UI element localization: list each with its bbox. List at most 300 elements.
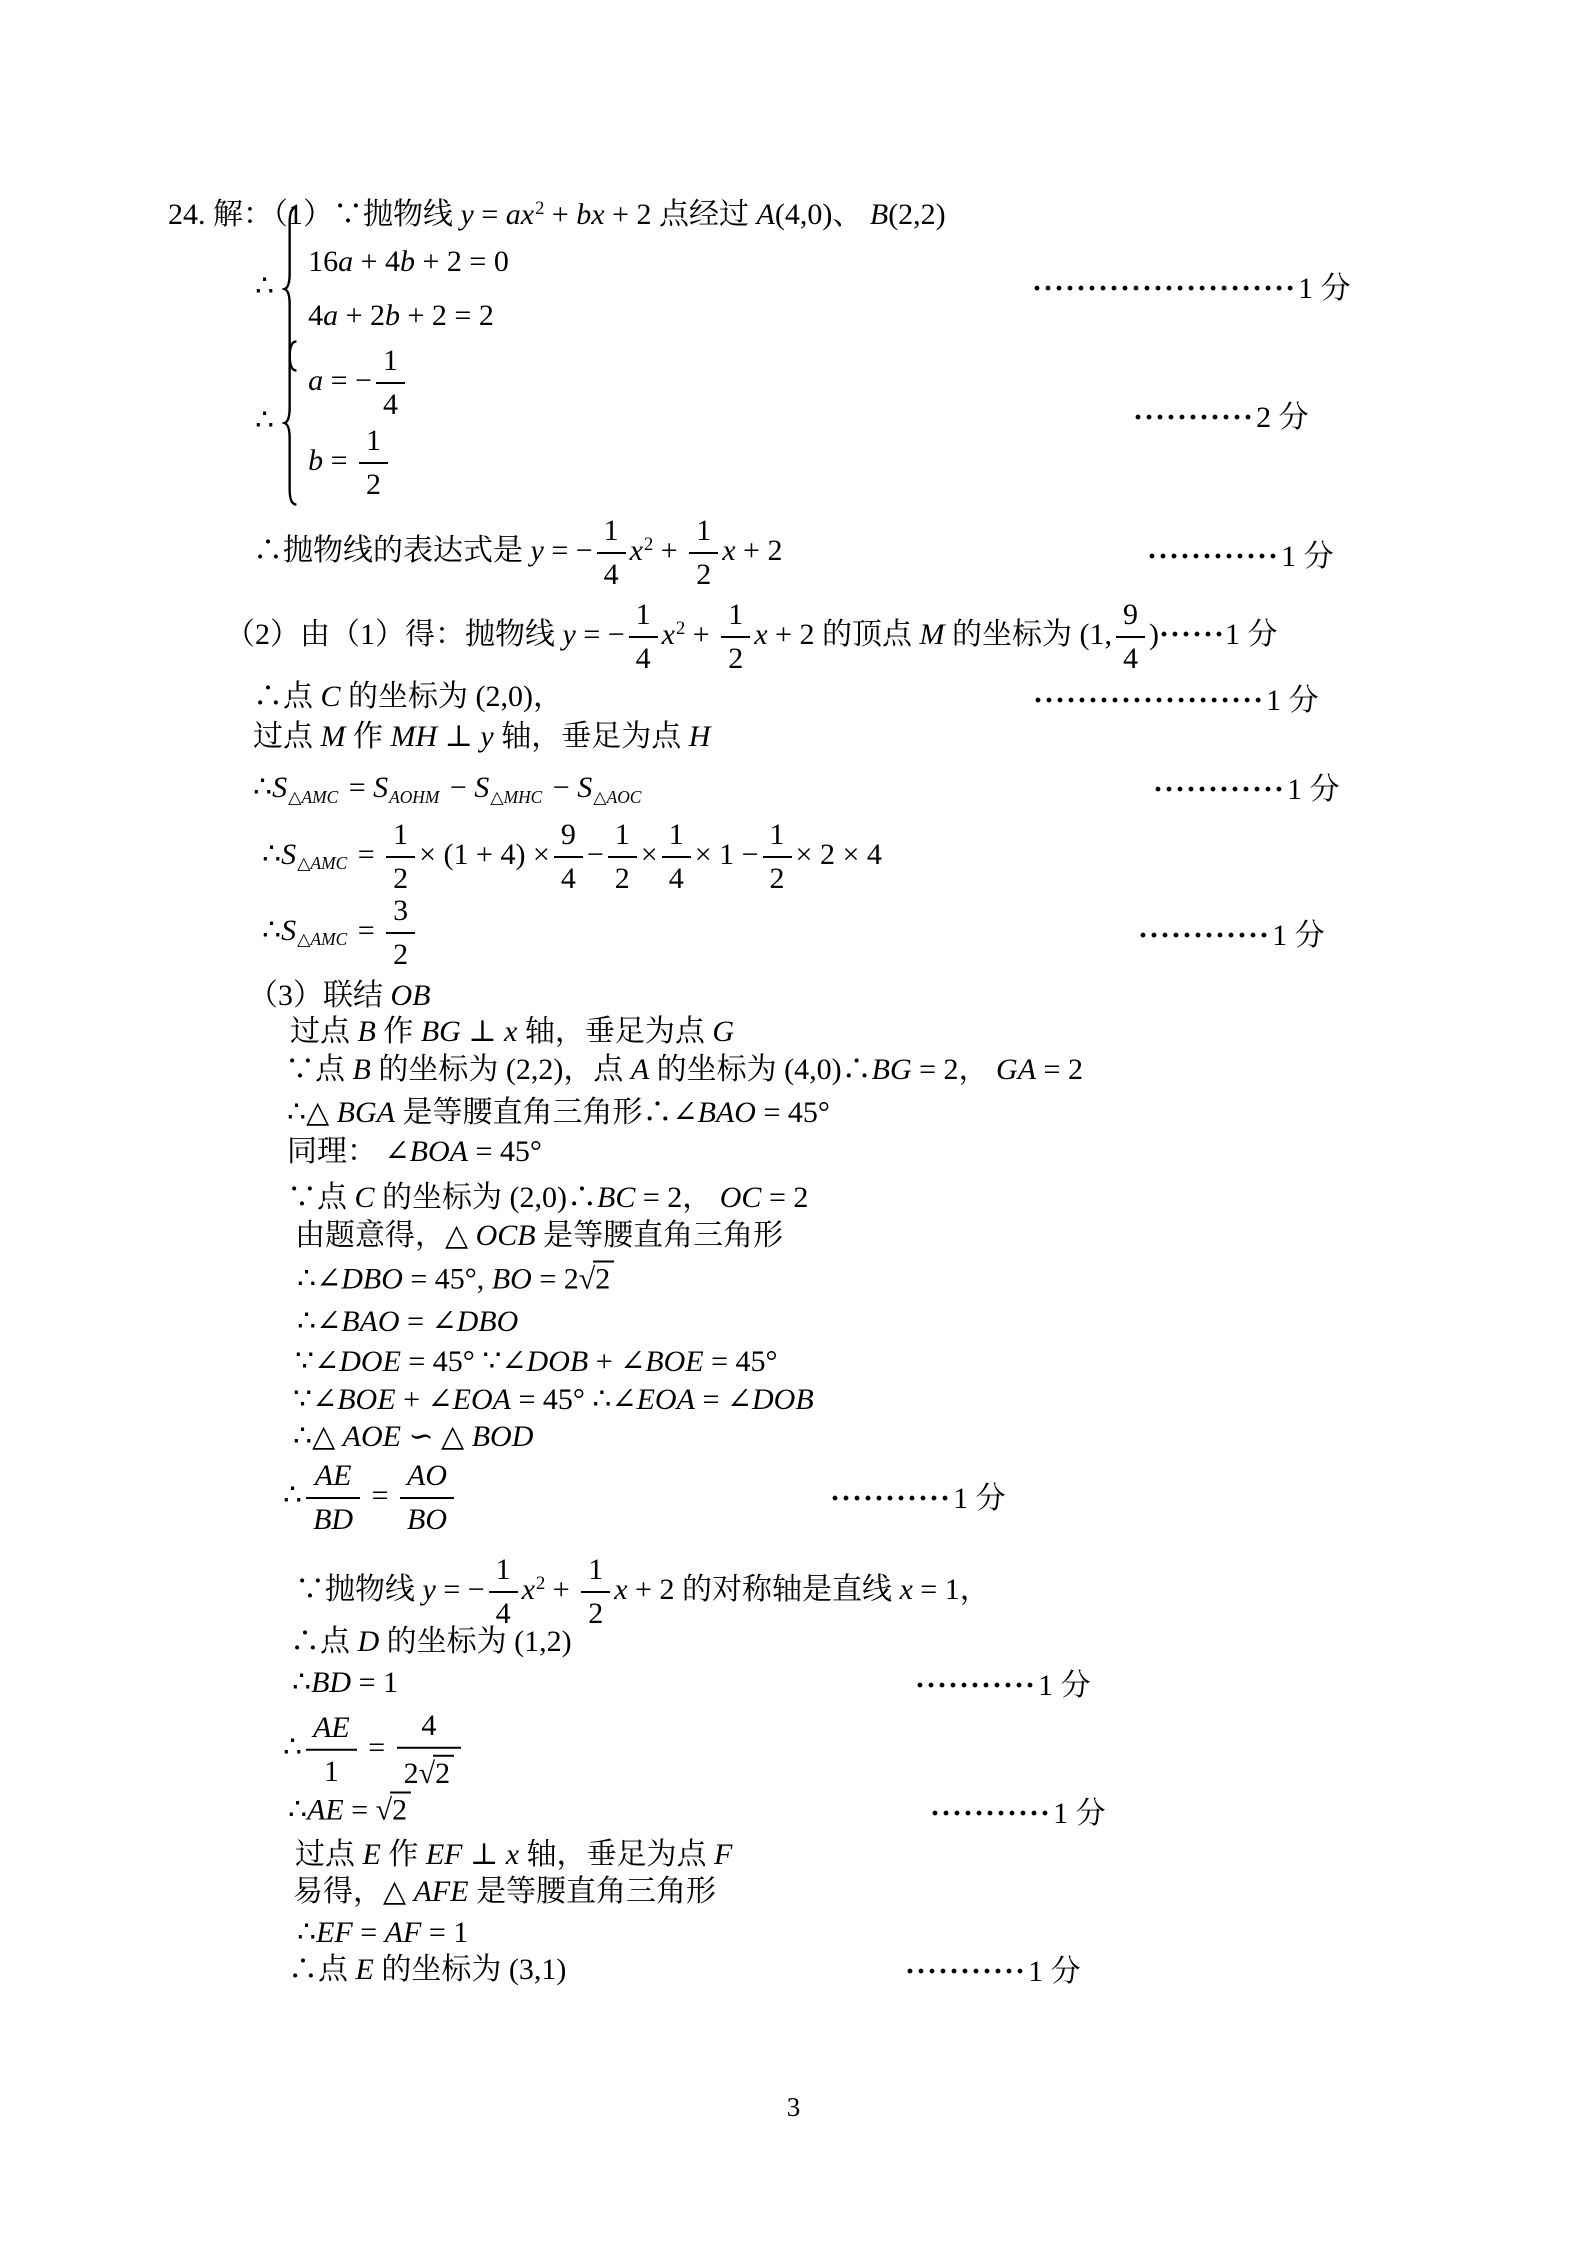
math-run: A(4,0) — [756, 198, 833, 231]
dot-leader: ············ — [1147, 540, 1280, 573]
math-run: OC = 2 — [719, 1181, 809, 1214]
numerator: AE — [314, 1459, 352, 1492]
math-run: BOE — [337, 1383, 396, 1416]
solution-line — [225, 598, 1278, 676]
radical-sign: √ — [418, 1756, 436, 1790]
fraction — [386, 818, 415, 896]
math-run: − S — [545, 771, 593, 804]
math-run: B — [352, 1053, 371, 1086]
score-label: 1 分 — [1028, 1955, 1081, 1988]
score-mark — [1147, 531, 1334, 575]
numerator: 1 — [588, 1553, 604, 1586]
text-run: ∴∠ — [584, 1383, 637, 1416]
square-root — [419, 1757, 454, 1790]
score-mark — [830, 1473, 1006, 1517]
dot-leader: ············ — [1138, 919, 1271, 952]
solution-line — [285, 1052, 1083, 1088]
math-run: x = 1 — [899, 1572, 960, 1606]
fraction — [689, 514, 718, 592]
math-run: DBO — [456, 1305, 519, 1338]
math-run: C — [320, 680, 341, 713]
text-run: ∴∠ — [297, 1262, 342, 1296]
text-run: 的对称轴是直线 — [674, 1572, 900, 1606]
solution-line — [287, 1134, 542, 1170]
numerator: AE — [313, 1711, 350, 1744]
math-run: MH — [390, 720, 438, 753]
text-run: ∴ — [288, 1793, 308, 1827]
math-run: EOA = 45° — [452, 1383, 585, 1416]
fraction — [662, 818, 691, 896]
math-run: A — [630, 1053, 650, 1086]
denominator: 2 — [386, 856, 415, 896]
text-run: ∴ — [253, 771, 273, 804]
solution-line — [297, 1261, 614, 1298]
numerator: 1 — [635, 598, 651, 631]
numerator: 3 — [393, 894, 409, 927]
text-run: （2）由（1）得：抛物线 — [225, 617, 563, 651]
denominator: 2 — [763, 856, 792, 896]
solution-line — [287, 1180, 808, 1216]
math-run: 16a + 4b + 2 = 0 — [308, 245, 509, 278]
left-brace — [282, 338, 299, 508]
math-run: × 2 × 4 — [795, 837, 882, 871]
math-run: AE = — [307, 1793, 376, 1827]
math-run: B(2,2) — [869, 198, 946, 231]
radicand: 2 — [390, 1792, 411, 1827]
score-label: 1 分 — [1272, 919, 1325, 952]
math-run: × — [640, 837, 658, 871]
text-run: ∵抛物线 — [295, 1572, 423, 1606]
math-run: S — [281, 913, 297, 947]
text-run: ⊥ — [460, 1015, 505, 1048]
text-run: ， — [682, 1181, 720, 1214]
math-run: y = − — [530, 533, 593, 567]
solution-line — [253, 770, 644, 806]
text-run: 的坐标为 — [379, 1625, 515, 1658]
numerator: 1 — [668, 818, 684, 851]
fraction — [306, 1711, 357, 1789]
denominator: BD — [306, 1497, 360, 1537]
solution-line — [255, 338, 409, 508]
fraction — [629, 598, 658, 676]
denominator: 4 — [1116, 636, 1145, 676]
text-run: ∴ — [292, 1666, 312, 1699]
denominator: 4 — [629, 636, 658, 676]
text-run: ， — [958, 1053, 997, 1086]
math-run: x + 2 — [722, 533, 783, 567]
numerator: 9 — [560, 818, 576, 851]
text-run: 作 — [345, 720, 391, 753]
numerator: 1 — [614, 818, 630, 851]
text-run: 作 — [375, 1015, 421, 1048]
solution-line — [283, 1709, 465, 1792]
score-mark — [905, 1946, 1081, 1990]
text-run: ∴点 — [290, 1625, 358, 1658]
numerator: 1 — [603, 514, 619, 547]
score-label: 1 分 — [1266, 684, 1319, 717]
denominator: 4 — [376, 382, 405, 422]
math-run: y = − — [562, 617, 625, 651]
text-run: ∴∠ — [297, 1305, 342, 1338]
math-run: − S — [442, 771, 490, 804]
text-run: ∴点 — [253, 680, 321, 713]
fraction — [400, 1459, 454, 1537]
denominator: 1 — [306, 1749, 357, 1789]
system-row — [308, 244, 509, 280]
solution-line — [262, 894, 419, 972]
text-run: 同理： ∠ — [287, 1135, 410, 1168]
score-mark — [915, 1660, 1091, 1704]
text-run: ∴ — [283, 1730, 303, 1764]
math-run: x + 2 — [754, 617, 815, 651]
denominator: 2 — [689, 552, 718, 592]
math-run: E — [362, 1838, 381, 1871]
text-run: 过点 — [295, 1838, 363, 1871]
square-root — [376, 1794, 411, 1827]
text-run: ∠ — [431, 1305, 457, 1338]
math-run: BOA = 45° — [409, 1135, 542, 1168]
fraction — [597, 514, 626, 592]
score-mark — [1133, 392, 1309, 436]
math-run: (3,1) — [508, 1953, 567, 1986]
fraction — [763, 818, 792, 896]
text-run: 是等腰直角三角形 — [535, 1219, 784, 1252]
text-run: ∠ — [726, 1383, 752, 1416]
math-run: = — [350, 837, 383, 871]
math-run: x — [504, 1015, 518, 1048]
denominator: 4 — [489, 1591, 518, 1631]
fraction — [1116, 598, 1145, 676]
numerator: 1 — [382, 344, 398, 377]
math-run: y = − — [422, 1572, 485, 1606]
math-run: M — [919, 617, 945, 651]
text-run: ∴ — [255, 269, 275, 303]
denominator — [397, 1747, 461, 1792]
math-run: (4,0) — [784, 1053, 842, 1086]
solution-line — [295, 1837, 732, 1873]
score-label: 1 分 — [1298, 272, 1351, 305]
text-run: ，点 — [563, 1053, 631, 1086]
solution-line — [290, 1014, 734, 1050]
text-run: 的坐标为 — [649, 1053, 785, 1086]
math-run: + — [588, 1345, 621, 1378]
text-run: ⊥ — [437, 720, 481, 753]
math-run: x — [629, 533, 643, 567]
dot-leader: ······ — [1158, 617, 1225, 651]
math-run: + — [653, 533, 686, 567]
fraction — [397, 1709, 461, 1792]
numerator: 1 — [769, 818, 785, 851]
score-label: 1 分 — [953, 1482, 1006, 1515]
solution-line — [295, 1553, 990, 1631]
system-row — [308, 344, 409, 422]
radicand: 2 — [433, 1755, 454, 1790]
subscript: AOHM — [389, 786, 440, 807]
math-run: DOB — [752, 1383, 814, 1416]
math-run: EF = AF = 1 — [316, 1916, 469, 1949]
radical-sign: √ — [375, 1793, 393, 1827]
math-run: EF — [425, 1838, 463, 1871]
solution-line — [295, 1344, 778, 1380]
solution-line — [248, 978, 431, 1014]
fraction — [721, 598, 750, 676]
score-label: 1 分 — [1038, 1669, 1091, 1702]
math-run: (2,2) — [505, 1053, 564, 1086]
text-run: 、 — [832, 198, 870, 231]
subscript: △MHC — [490, 786, 543, 807]
page-number: 3 — [786, 2092, 801, 2122]
text-run: 轴，垂足为点 — [519, 1838, 715, 1871]
denominator: 2 — [608, 856, 637, 896]
solution-line — [288, 1952, 566, 1988]
math-run: D — [357, 1625, 380, 1658]
square-root — [579, 1263, 614, 1296]
math-run: x + 2 — [614, 1572, 675, 1606]
solution-line — [253, 514, 782, 592]
text-run: ∵∠ — [295, 1345, 340, 1378]
denominator: 2 — [359, 462, 388, 502]
math-run: = S — [341, 771, 389, 804]
text-run: ∴ — [255, 403, 275, 437]
dot-leader: ··········· — [1133, 401, 1255, 434]
math-run: y — [480, 720, 494, 753]
math-run: DBO = 45°, BO = 2 — [341, 1262, 579, 1296]
text-run: 的坐标为 — [944, 617, 1080, 651]
math-run: H — [688, 720, 711, 753]
math-run: + bx + 2 — [544, 198, 652, 231]
math-run: G — [712, 1015, 735, 1048]
text-run: 的坐标为 — [340, 680, 476, 713]
subscript: △AMC — [297, 929, 348, 950]
superscript: 2 — [644, 533, 654, 555]
text-run: ∴ — [841, 1053, 872, 1086]
text-run: ∽ △ — [401, 1420, 472, 1453]
dot-leader: ··········· — [830, 1482, 952, 1515]
math-run: EOA = — [636, 1383, 727, 1416]
math-run: 2 — [403, 1756, 419, 1790]
text-run: ∵∠ — [474, 1345, 527, 1378]
score-mark — [1032, 263, 1351, 307]
dot-leader: ··········· — [930, 1797, 1052, 1830]
math-run: 4a + 2b + 2 = 2 — [308, 299, 494, 332]
math-run: × 1 − — [694, 837, 759, 871]
math-run: AFE — [413, 1875, 469, 1908]
numerator: 9 — [1122, 598, 1138, 631]
math-run: a = − — [308, 363, 372, 397]
text-run: ∴△ — [293, 1420, 343, 1453]
text-run: ∠ — [620, 1345, 646, 1378]
denominator: 4 — [597, 552, 626, 592]
math-run: BG = 2 — [871, 1053, 959, 1086]
math-run: = — [350, 913, 383, 947]
math-run: BC = 2 — [597, 1181, 683, 1214]
fraction — [376, 344, 405, 422]
text-run: ∴ — [262, 837, 282, 871]
numerator: 4 — [421, 1708, 437, 1742]
superscript: 2 — [536, 1572, 546, 1594]
system-rows — [299, 244, 509, 334]
solution-line — [292, 1665, 398, 1701]
dot-leader: ············ — [1153, 773, 1286, 806]
math-run: M — [320, 720, 346, 753]
text-run: ∴ — [297, 1916, 317, 1949]
math-run: + — [395, 1383, 428, 1416]
solution-line — [297, 1304, 518, 1340]
radical-sign: √ — [578, 1262, 596, 1296]
math-run: AOE — [342, 1420, 401, 1453]
dot-leader: ····················· — [1033, 684, 1265, 717]
math-run: BD = 1 — [311, 1666, 399, 1699]
text-run: 过点 — [253, 720, 321, 753]
math-run: F — [714, 1838, 733, 1871]
numerator: AO — [407, 1459, 448, 1492]
text-run: ∵点 — [287, 1181, 355, 1214]
text-run: ∠ — [427, 1383, 453, 1416]
text-run: 的坐标为 — [373, 1953, 509, 1986]
superscript: 2 — [535, 197, 545, 219]
solution-line — [293, 1419, 533, 1455]
subscript: △AOC — [593, 786, 642, 807]
denominator: BO — [400, 1497, 454, 1537]
math-run: = — [360, 1730, 393, 1764]
fraction — [386, 894, 415, 972]
solution-line — [253, 679, 563, 715]
fraction — [608, 818, 637, 896]
text-run: ， — [533, 680, 563, 713]
text-run: ∴△ — [287, 1096, 337, 1129]
fraction — [581, 1553, 610, 1631]
math-run: DOB — [526, 1345, 589, 1378]
equation-system — [282, 338, 409, 508]
denominator: 2 — [386, 932, 415, 972]
text-run: 是等腰直角三角形∴∠ — [395, 1096, 698, 1129]
math-run: × (1 + 4) × — [419, 837, 550, 871]
text-run: ， — [959, 1572, 990, 1606]
math-run: GA = 2 — [996, 1053, 1083, 1086]
math-run: BOD — [471, 1420, 534, 1453]
solution-line — [287, 1095, 830, 1131]
math-run: E — [355, 1953, 374, 1986]
text-run: ∵点 — [285, 1053, 353, 1086]
text-run: 24. 解：（1）∵抛物线 — [168, 198, 461, 231]
numerator: 1 — [696, 514, 712, 547]
math-run: BAO = 45° — [697, 1096, 830, 1129]
superscript: 2 — [676, 617, 686, 639]
dot-leader: ··········· — [915, 1669, 1037, 1702]
text-run: ∴抛物线的表达式是 — [253, 533, 531, 567]
denominator: 4 — [554, 856, 583, 896]
solution-line — [295, 1218, 783, 1254]
score-label: 1 分 — [1281, 540, 1334, 573]
system-row — [308, 298, 509, 334]
text-run: 由题意得，△ — [295, 1219, 476, 1252]
denominator: 2 — [721, 636, 750, 676]
text-run: 是等腰直角三角形 — [468, 1875, 717, 1908]
text-run: ∴ — [567, 1181, 597, 1214]
fraction — [489, 1553, 518, 1631]
math-run: DOE = 45° — [339, 1345, 475, 1378]
text-run: 轴，垂足为点 — [493, 720, 689, 753]
text-run: ∴点 — [288, 1953, 356, 1986]
system-rows — [299, 344, 409, 502]
math-run: (1,2) — [514, 1625, 572, 1658]
solution-line — [290, 1624, 572, 1660]
text-run: 点经过 — [651, 198, 757, 231]
math-run: + — [545, 1572, 578, 1606]
text-run: 的坐标为 — [370, 1053, 506, 1086]
solution-line — [288, 1792, 411, 1829]
radicand: 2 — [593, 1261, 614, 1296]
subscript: △AMC — [297, 853, 348, 874]
fraction — [554, 818, 583, 896]
math-run: b = — [308, 443, 356, 477]
score-label: 1 分 — [1053, 1797, 1106, 1830]
numerator: 1 — [495, 1553, 511, 1586]
fraction — [359, 424, 388, 502]
math-run: = — [364, 1478, 397, 1512]
solution-line — [253, 719, 710, 755]
text-run: ∴ — [283, 1478, 303, 1512]
numerator: 1 — [728, 598, 744, 631]
text-run: ∵∠ — [293, 1383, 338, 1416]
solution-line — [293, 1874, 716, 1910]
text-run: 的坐标为 — [374, 1181, 510, 1214]
subscript: △AMC — [288, 786, 339, 807]
math-run: OB — [390, 979, 431, 1012]
denominator: 2 — [581, 1591, 610, 1631]
text-run: 作 — [380, 1838, 426, 1871]
math-run: ) — [1148, 617, 1159, 651]
text-run: ∴ — [262, 913, 282, 947]
text-run: 轴，垂足为点 — [517, 1015, 713, 1048]
math-run: y = ax — [460, 198, 535, 231]
math-run: B — [357, 1015, 376, 1048]
score-mark — [1153, 764, 1340, 808]
text-run: ⊥ — [462, 1838, 506, 1871]
score-label: 1 分 — [1287, 773, 1340, 806]
math-run: + — [685, 617, 718, 651]
solution-line — [283, 1459, 458, 1537]
text-run: （3）联结 — [248, 979, 391, 1012]
text-run: 易得，△ — [293, 1875, 414, 1908]
text-run: 1 分 — [1225, 617, 1278, 651]
score-label: 2 分 — [1256, 401, 1309, 434]
fraction — [306, 1459, 360, 1537]
math-run: (2,0) — [475, 680, 533, 713]
math-run: x — [521, 1572, 535, 1606]
dot-leader: ························ — [1032, 272, 1297, 305]
math-run: x — [505, 1838, 520, 1871]
score-mark — [930, 1788, 1106, 1832]
math-run: BG — [420, 1015, 461, 1048]
solution-line — [293, 1382, 814, 1418]
math-run: S — [281, 837, 297, 871]
text-run: 过点 — [290, 1015, 358, 1048]
math-run: (2,0) — [509, 1181, 567, 1214]
math-run: OCB — [475, 1219, 536, 1252]
math-run: − — [586, 837, 604, 871]
dot-leader: ··········· — [905, 1955, 1027, 1988]
score-mark — [1033, 675, 1319, 719]
system-row — [308, 424, 409, 502]
math-run: BOE = 45° — [645, 1345, 778, 1378]
numerator: 1 — [393, 818, 409, 851]
numerator: 1 — [366, 424, 382, 457]
math-run: x — [661, 617, 675, 651]
math-run: C — [354, 1181, 375, 1214]
math-run: BAO = — [341, 1305, 432, 1338]
math-run: (1, — [1079, 617, 1112, 651]
